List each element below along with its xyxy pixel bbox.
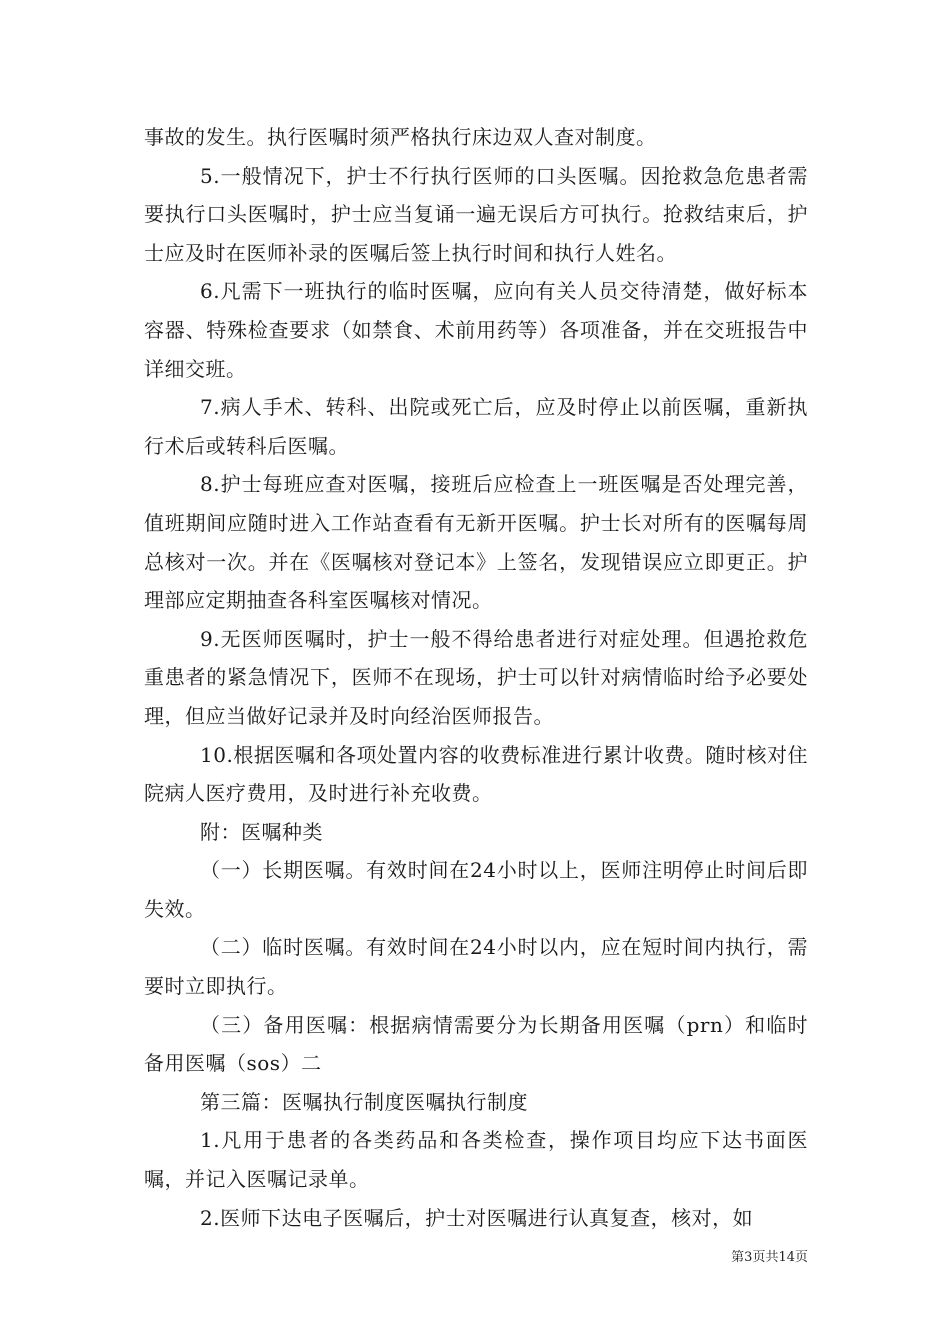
paragraph-item-7: 7.病人手术、转科、出院或死亡后，应及时停止以前医嘱，重新执行术后或转科后医嘱。 xyxy=(144,395,808,458)
section-heading-part-three: 第三篇：医嘱执行制度医嘱执行制度 xyxy=(200,1089,528,1114)
paragraph-item-5: 5.一般情况下，护士不行执行医师的口头医嘱。因抢救急危患者需要执行口头医嘱时，护士应当复诵一遍无误后方可执行。抢救结束后，护士应及时在医师补录的医嘱后签上执行时间和执行人姓名。 xyxy=(144,163,808,265)
paragraph-item-6: 6.凡需下一班执行的临时医嘱，应向有关人员交待清楚，做好标本容器、特殊检查要求（如禁食、术前用药等）各项准备，并在交班报告中详细交班。 xyxy=(144,279,808,381)
order-type-temporary: （二）临时医嘱。有效时间在24小时以内，应在短时间内执行，需要时立即执行。 xyxy=(144,935,808,999)
order-type-standby: （三）备用医嘱：根据病情需要分为长期备用医嘱（prn）和临时备用医嘱（sos）二 xyxy=(144,1012,808,1076)
paragraph-rule-1: 1.凡用于患者的各类药品和各类检查，操作项目均应下达书面医嘱，并记入医嘱记录单。 xyxy=(144,1128,808,1192)
paragraph-item-9: 9.无医师医嘱时，护士一般不得给患者进行对症处理。但遇抢救危重患者的紧急情况下，医师不在现场，护士可以针对病情临时给予必要处理，但应当做好记录并及时向经治医师报告。 xyxy=(144,626,808,728)
paragraph-continuation: 事故的发生。执行医嘱时须严格执行床边双人查对制度。 xyxy=(144,125,657,149)
paragraph-item-10: 10.根据医嘱和各项处置内容的收费标准进行累计收费。随时核对住院病人医疗费用，及时进行补充收费。 xyxy=(144,742,808,806)
paragraph-rule-2: 2.医师下达电子医嘱后，护士对医嘱进行认真复查，核对，如 xyxy=(200,1205,754,1230)
order-type-long-term: （一）长期医嘱。有效时间在24小时以上，医师注明停止时间后即失效。 xyxy=(144,858,808,921)
page-number-footer: 第3页共14页 xyxy=(731,1250,808,1265)
appendix-heading: 附：医嘱种类 xyxy=(200,819,323,844)
paragraph-item-8: 8.护士每班应查对医嘱，接班后应检查上一班医嘱是否处理完善，值班期间应随时进入工作站查看有无新开医嘱。护士长对所有的医嘱每周总核对一次。并在《医嘱核对登记本》上签名，发现错误应立即更正。护理部应定期抽查各科室医嘱核对情况。 xyxy=(144,472,808,613)
document-body xyxy=(144,118,808,1237)
